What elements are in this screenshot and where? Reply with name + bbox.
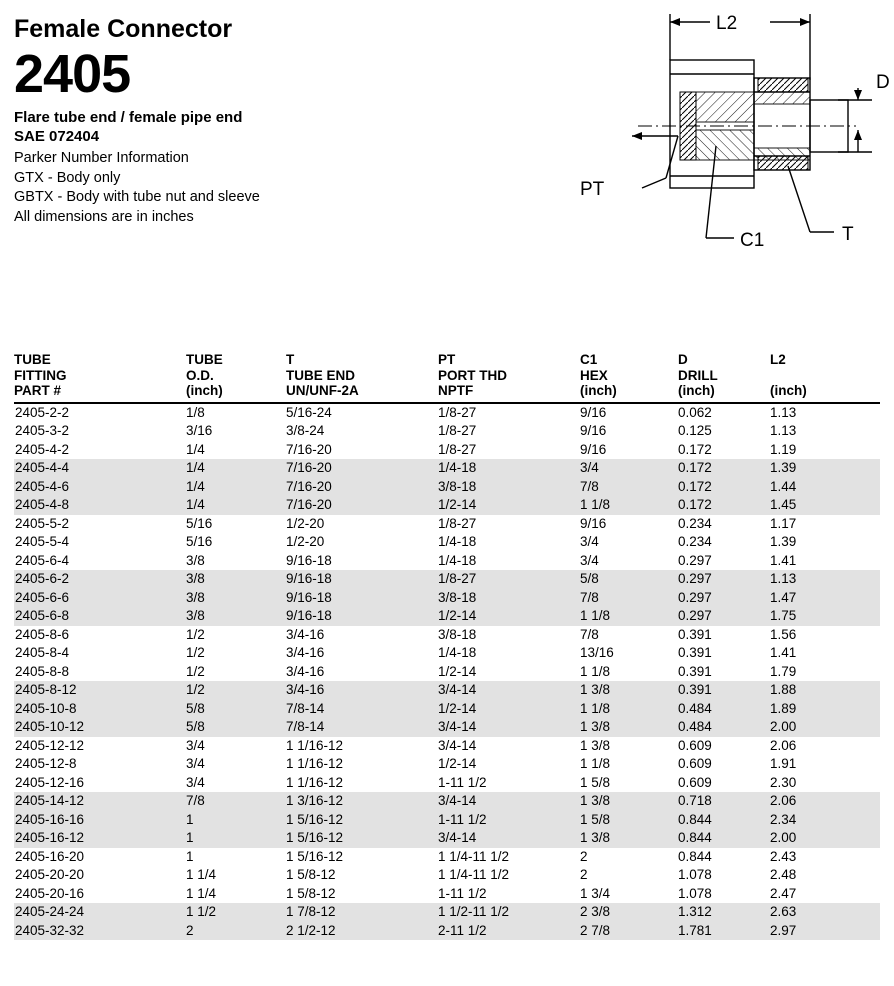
table-cell: 7/16-20: [286, 441, 332, 457]
table-cell: 1 1/8: [580, 496, 678, 515]
table-cell: 1 1/8: [580, 756, 611, 771]
table-cell: 1/2-20: [286, 534, 325, 549]
table-cell: 2 1/2-12: [286, 922, 438, 941]
cell-part-number: 2405-8-8: [15, 663, 70, 679]
table-row: [14, 663, 880, 682]
table-row: [14, 681, 880, 700]
table-cell: 3/8: [186, 552, 205, 568]
table-cell: 0.172: [678, 496, 770, 515]
subtitle-line-1: Flare tube end / female pipe end: [14, 109, 243, 126]
table-row: [14, 441, 880, 460]
table-row: [14, 792, 880, 811]
cell-part-number: 2405-6-6: [14, 589, 186, 608]
table-cell: 2.63: [770, 903, 880, 922]
cell-part-number: 2405-4-8: [14, 496, 186, 515]
table-row: [14, 552, 880, 571]
table-cell: 2: [580, 867, 588, 882]
cell-part-number: 2405-16-20: [15, 848, 85, 864]
table-header-row: [14, 352, 880, 403]
table-cell: 1 3/8: [580, 792, 678, 811]
table-cell: 1 3/8: [580, 681, 678, 700]
table-cell: 1 5/8-12: [286, 867, 336, 882]
dimension-label-l2: L2: [716, 13, 738, 34]
table-cell: 7/16-20: [286, 478, 438, 497]
table-cell: 1 5/8: [580, 811, 678, 830]
table-row: [14, 885, 880, 904]
cell-part-number: 2405-16-12: [14, 829, 186, 848]
table-cell: 5/8: [186, 700, 286, 719]
table-cell: 2-11 1/2: [438, 922, 580, 941]
table-cell: 1/2: [186, 645, 205, 660]
table-cell: 1-11 1/2: [438, 774, 487, 790]
table-cell: 3/4-14: [438, 737, 477, 753]
table-cell: 1.13: [770, 404, 797, 420]
table-cell: 1 1/8: [580, 700, 678, 719]
table-cell: 1.45: [770, 496, 880, 515]
table-cell: 1: [186, 848, 194, 864]
table-cell: 1.39: [770, 534, 797, 549]
table-cell: 2.06: [770, 792, 880, 811]
column-header-port-thread: PT PORT THD NPTF: [438, 352, 580, 403]
table-header: [14, 352, 880, 403]
table-cell: 0.391: [678, 681, 770, 700]
table-row: [14, 589, 880, 608]
table-cell: 1 1/4-11 1/2: [438, 867, 510, 882]
table-cell: 1.88: [770, 681, 880, 700]
table-row: [14, 644, 880, 663]
table-cell: 1 1/16-12: [286, 756, 344, 771]
cell-part-number: 2405-12-12: [15, 737, 85, 753]
cell-part-number: 2405-16-16: [14, 811, 186, 830]
column-header-drill: D DRILL (inch): [678, 352, 770, 403]
table-cell: 0.297: [678, 570, 770, 589]
dimension-label-pt: PT: [580, 179, 605, 200]
table-cell: 1/4-18: [438, 552, 477, 568]
table-cell: 2 7/8: [580, 922, 678, 941]
table-cell: 5/16: [186, 534, 213, 549]
cell-part-number: 2405-6-4: [15, 552, 70, 568]
table-row: [14, 922, 880, 941]
table-row: [14, 533, 880, 552]
dimension-label-t: T: [842, 224, 854, 245]
table-cell: 1/4-18: [438, 645, 477, 660]
table-cell: 2.47: [770, 885, 797, 901]
table-row: [14, 848, 880, 867]
table-cell: 1/2-14: [438, 607, 580, 626]
table-cell: 3/4: [580, 552, 599, 568]
table-cell: 5/16: [186, 515, 213, 531]
table-cell: 1 3/4: [580, 885, 611, 901]
table-cell: 1 5/16-12: [286, 848, 344, 864]
table-cell: 0.172: [678, 441, 712, 457]
table-cell: 7/16-20: [286, 459, 438, 478]
table-cell: 0.718: [678, 792, 770, 811]
table-cell: 0.234: [678, 515, 712, 531]
table-cell: 0.391: [678, 645, 712, 660]
table-cell: 1 3/8: [580, 829, 678, 848]
table-cell: 1/2-14: [438, 756, 477, 771]
table-cell: 0.609: [678, 774, 712, 790]
table-cell: 1.078: [678, 867, 712, 882]
table-cell: 7/8: [186, 792, 286, 811]
cell-part-number: 2405-20-16: [15, 885, 85, 901]
cell-part-number: 2405-4-6: [14, 478, 186, 497]
table-cell: 1/4: [186, 496, 286, 515]
meta-note: GTX - Body only: [14, 169, 121, 186]
table-cell: 1-11 1/2: [438, 885, 487, 901]
table-cell: 1/4: [186, 478, 286, 497]
table-cell: 7/8: [580, 626, 599, 642]
table-cell: 3/8-24: [286, 423, 325, 438]
table-cell: 1-11 1/2: [438, 811, 580, 830]
meta-note: All dimensions are in inches: [14, 208, 194, 225]
table-cell: 1 1/16-12: [286, 737, 344, 753]
table-cell: 2 3/8: [580, 903, 678, 922]
table-cell: 1 5/8-12: [286, 885, 336, 901]
table-cell: 2.34: [770, 811, 880, 830]
table-cell: 1 1/2: [186, 903, 286, 922]
cell-part-number: 2405-20-20: [15, 867, 85, 882]
table-cell: 1/4: [186, 459, 286, 478]
table-cell: 1.13: [770, 423, 797, 438]
table-cell: 1/4-18: [438, 459, 580, 478]
table-cell: 3/4-16: [286, 681, 438, 700]
table-cell: 1 3/8: [580, 718, 678, 737]
table-cell: 7/8-14: [286, 718, 438, 737]
table-cell: 3/8-18: [438, 626, 477, 642]
table-cell: 0.484: [678, 700, 770, 719]
table-cell: 1 1/4: [186, 867, 217, 882]
table-cell: 9/16: [580, 515, 607, 531]
table-cell: 3/4: [580, 534, 599, 549]
table-cell: 0.844: [678, 848, 712, 864]
cell-part-number: 2405-4-4: [14, 459, 186, 478]
table-cell: 2.30: [770, 774, 797, 790]
table-cell: 1.79: [770, 663, 797, 679]
header-block: [14, 14, 574, 227]
table-cell: 1/2-14: [438, 496, 580, 515]
table-row: [14, 403, 880, 423]
table-cell: 3/4-14: [438, 792, 580, 811]
table-cell: 0.391: [678, 663, 712, 679]
cell-part-number: 2405-3-2: [15, 423, 70, 438]
table-cell: 2.00: [770, 718, 880, 737]
table-cell: 1.89: [770, 700, 880, 719]
meta-note: Parker Number Information: [14, 150, 189, 166]
table-cell: 1.781: [678, 922, 770, 941]
table-row: [14, 478, 880, 497]
table-cell: 9/16: [580, 404, 607, 420]
cell-part-number: 2405-2-2: [15, 404, 70, 420]
cell-part-number: 2405-12-16: [15, 774, 85, 790]
part-number-heading: 2405: [14, 44, 131, 104]
table-cell: 3/8-18: [438, 589, 580, 608]
table-cell: 3/16: [186, 423, 213, 438]
table-row: [14, 570, 880, 589]
cell-part-number: 2405-5-2: [15, 515, 70, 531]
table-row: [14, 829, 880, 848]
table-cell: 3/8-18: [438, 478, 580, 497]
column-header-part-number: TUBE FITTING PART #: [14, 352, 186, 403]
table-cell: 1 1/16-12: [286, 774, 344, 790]
cell-part-number: 2405-8-12: [14, 681, 186, 700]
cell-part-number: 2405-24-24: [14, 903, 186, 922]
table-cell: 1/8: [186, 404, 205, 420]
meta-notes: [14, 149, 574, 227]
column-header-l2: L2 (inch): [770, 352, 880, 403]
table-cell: 1/4: [186, 441, 205, 457]
table-row: [14, 774, 880, 793]
table-cell: 0.844: [678, 811, 770, 830]
table-cell: 3/4: [186, 774, 205, 790]
table-cell: 0.609: [678, 756, 712, 771]
table-cell: 1 1/4: [186, 885, 217, 901]
cell-part-number: 2405-5-4: [15, 534, 70, 549]
table-row: [14, 737, 880, 756]
dimension-label-d: D: [876, 72, 890, 93]
page-title: Female Connector: [14, 15, 233, 43]
table-cell: 1.19: [770, 441, 797, 457]
table-row: [14, 755, 880, 774]
table-cell: 0.297: [678, 607, 770, 626]
table-row: [14, 607, 880, 626]
table-cell: 1/2: [186, 663, 205, 679]
table-cell: 7/8: [580, 589, 678, 608]
table-cell: 9/16: [580, 423, 607, 438]
table-cell: 0.297: [678, 552, 712, 568]
column-header-hex: C1 HEX (inch): [580, 352, 678, 403]
table-cell: 1/8-27: [438, 441, 477, 457]
table-cell: 0.484: [678, 718, 770, 737]
column-header-tube-end: T TUBE END UN/UNF-2A: [286, 352, 438, 403]
table-row: [14, 496, 880, 515]
table-cell: 3/4-16: [286, 626, 325, 642]
table-cell: 1 5/8: [580, 774, 611, 790]
table-cell: 2.00: [770, 829, 880, 848]
table-cell: 1/2-14: [438, 700, 580, 719]
table-cell: 1 3/16-12: [286, 792, 438, 811]
table-cell: 1 1/4-11 1/2: [438, 848, 510, 864]
table-cell: 1.312: [678, 903, 770, 922]
subtitle-line-2: SAE 072404: [14, 128, 100, 145]
table-cell: 1.56: [770, 626, 797, 642]
table-cell: 3/4-14: [438, 718, 580, 737]
table-cell: 0.062: [678, 404, 712, 420]
table-cell: 7/16-20: [286, 496, 438, 515]
table-cell: 2: [186, 922, 286, 941]
table-cell: 0.172: [678, 459, 770, 478]
table-cell: 0.125: [678, 423, 712, 438]
table-cell: 1 1/2-11 1/2: [438, 903, 580, 922]
table-row: [14, 811, 880, 830]
table-cell: 9/16-18: [286, 552, 332, 568]
table-cell: 9/16-18: [286, 589, 438, 608]
cell-part-number: 2405-4-2: [15, 441, 70, 457]
table-row: [14, 700, 880, 719]
table-cell: 1/2-20: [286, 515, 325, 531]
table-cell: 2.43: [770, 848, 797, 864]
cell-part-number: 2405-32-32: [14, 922, 186, 941]
table-cell: 2.97: [770, 922, 880, 941]
table-row: [14, 626, 880, 645]
table-cell: 1/4-18: [438, 534, 477, 549]
table-cell: 1/8-27: [438, 570, 580, 589]
table-cell: 13/16: [580, 645, 614, 660]
specification-table: [14, 352, 880, 940]
table-cell: 1/2-14: [438, 663, 477, 679]
column-header-tube-od: TUBE O.D. (inch): [186, 352, 286, 403]
table-cell: 1.44: [770, 478, 880, 497]
fitting-technical-drawing: [520, 0, 894, 290]
table-cell: 1 5/16-12: [286, 811, 438, 830]
table-cell: 3/8: [186, 607, 286, 626]
table-cell: 1.39: [770, 459, 880, 478]
cell-part-number: 2405-10-8: [14, 700, 186, 719]
table-cell: 0.844: [678, 829, 770, 848]
table-cell: 7/8-14: [286, 700, 438, 719]
table-cell: 1 1/8: [580, 607, 678, 626]
table-row: [14, 903, 880, 922]
table-cell: 3/4-16: [286, 645, 325, 660]
cell-part-number: 2405-12-8: [15, 756, 77, 771]
table-cell: 1.41: [770, 645, 797, 660]
table-cell: 1.078: [678, 885, 712, 901]
table-cell: 2: [580, 848, 588, 864]
table-cell: 1: [186, 811, 286, 830]
cell-part-number: 2405-10-12: [14, 718, 186, 737]
table-body: [14, 403, 880, 941]
table-cell: 1/8-27: [438, 423, 477, 438]
table-cell: 0.297: [678, 589, 770, 608]
table-cell: 1.47: [770, 589, 880, 608]
table-row: [14, 459, 880, 478]
table-cell: 3/4: [186, 737, 205, 753]
table-cell: 3/8: [186, 570, 286, 589]
table-cell: 0.234: [678, 534, 712, 549]
table-row: [14, 422, 880, 441]
table-cell: 2.48: [770, 867, 797, 882]
table-cell: 1/2: [186, 626, 205, 642]
cell-part-number: 2405-6-2: [14, 570, 186, 589]
table-cell: 1/8-27: [438, 515, 477, 531]
table-cell: 0.609: [678, 737, 712, 753]
table-cell: 1.91: [770, 756, 797, 771]
fitting-drawing-svg: [520, 0, 894, 290]
table-cell: 3/4-16: [286, 663, 325, 679]
table-cell: 1.41: [770, 552, 797, 568]
table-cell: 1: [186, 829, 286, 848]
table-cell: 1/8-27: [438, 404, 477, 420]
table-row: [14, 866, 880, 885]
table-cell: 3/8: [186, 589, 286, 608]
table-cell: 1 7/8-12: [286, 903, 438, 922]
table-cell: 2.06: [770, 737, 797, 753]
table-cell: 5/8: [186, 718, 286, 737]
specification-table-wrapper: [14, 352, 880, 940]
table-cell: 3/4: [580, 459, 678, 478]
table-cell: 1/2: [186, 681, 286, 700]
dimension-label-c1: C1: [740, 230, 765, 251]
table-cell: 7/8: [580, 478, 678, 497]
table-cell: 9/16-18: [286, 607, 438, 626]
table-cell: 3/4-14: [438, 829, 580, 848]
table-cell: 5/8: [580, 570, 678, 589]
table-cell: 3/4-14: [438, 681, 580, 700]
table-row: [14, 515, 880, 534]
table-cell: 1 5/16-12: [286, 829, 438, 848]
table-row: [14, 718, 880, 737]
table-cell: 9/16: [580, 441, 607, 457]
table-cell: 9/16-18: [286, 570, 438, 589]
table-cell: 3/4: [186, 756, 205, 771]
meta-note: GBTX - Body with tube nut and sleeve: [14, 189, 260, 205]
table-cell: 1 3/8: [580, 737, 611, 753]
table-cell: 1.13: [770, 570, 880, 589]
table-cell: 5/16-24: [286, 404, 332, 420]
cell-part-number: 2405-14-12: [14, 792, 186, 811]
table-cell: 1.17: [770, 515, 797, 531]
table-cell: 1.75: [770, 607, 880, 626]
table-cell: 0.391: [678, 626, 712, 642]
cell-part-number: 2405-8-4: [15, 645, 70, 660]
table-cell: 1 1/8: [580, 663, 611, 679]
cell-part-number: 2405-8-6: [15, 626, 70, 642]
cell-part-number: 2405-6-8: [14, 607, 186, 626]
table-cell: 0.172: [678, 478, 770, 497]
